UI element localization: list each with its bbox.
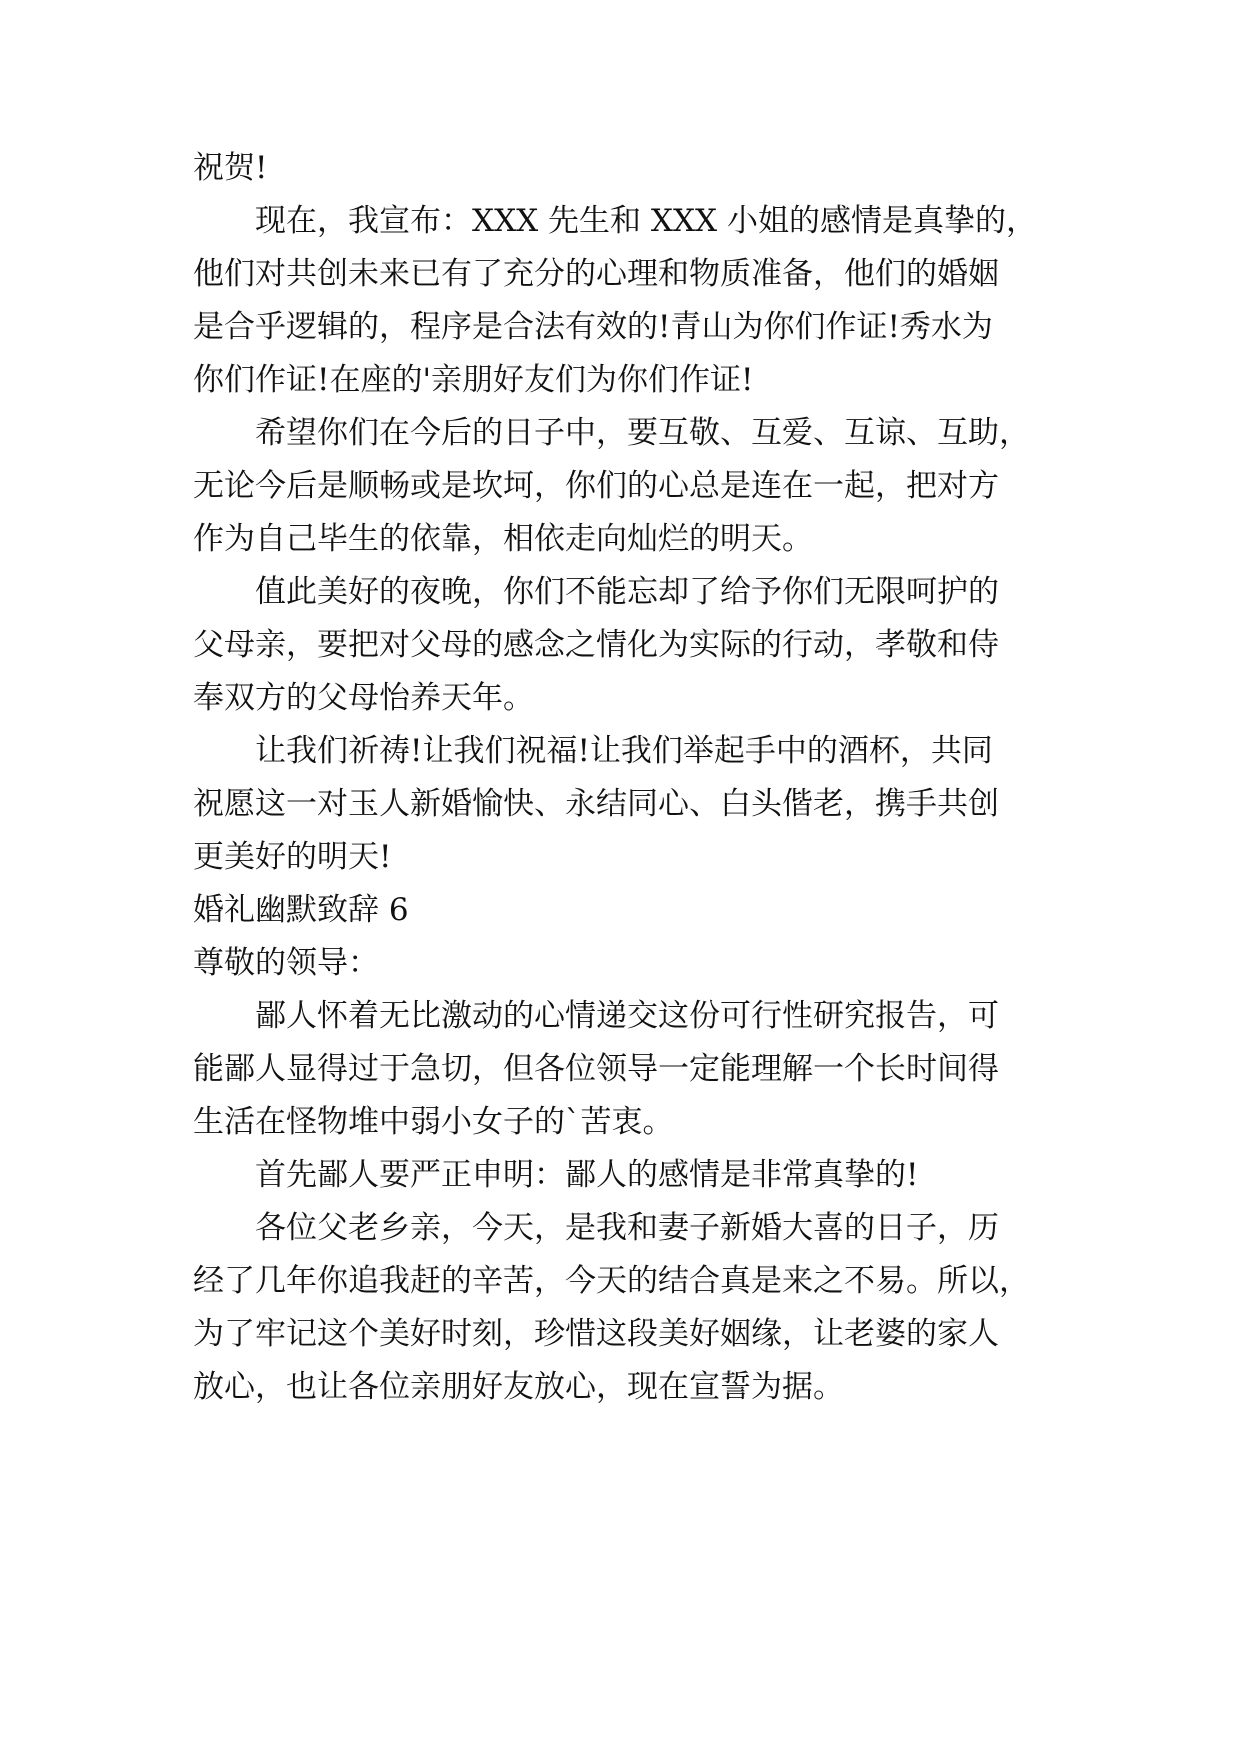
paragraph-line: 经了几年你追我赶的辛苦，今天的结合真是来之不易。所以，: [193, 1263, 1030, 1299]
paragraph-line: 无论今后是顺畅或是坎坷，你们的心总是连在一起，把对方: [193, 468, 999, 504]
paragraph-line: 他们对共创未来已有了充分的心理和物质准备，他们的婚姻: [193, 256, 999, 292]
paragraph-line: 希望你们在今后的日子中，要互敬、互爱、互谅、互助，: [255, 415, 1030, 451]
text-line: 祝贺!: [193, 150, 268, 186]
paragraph-line: 生活在怪物堆中弱小女子的`苦衷。: [193, 1104, 674, 1140]
paragraph-line: 为了牢记这个美好时刻，珍惜这段美好姻缘，让老婆的家人: [193, 1316, 999, 1352]
paragraph-line: 现在，我宣布：XXX 先生和 XXX 小姐的感情是真挚的，: [255, 203, 1037, 239]
paragraph-line: 奉双方的父母怡养天年。: [193, 680, 534, 716]
paragraph-line: 父母亲，要把对父母的感念之情化为实际的行动，孝敬和侍: [193, 627, 999, 663]
paragraph-line: 放心，也让各位亲朋好友放心，现在宣誓为据。: [193, 1369, 844, 1405]
paragraph-line: 让我们祈祷!让我们祝福!让我们举起手中的酒杯，共同: [255, 733, 993, 769]
paragraph-line: 你们作证!在座的'亲朋好友们为你们作证!: [193, 362, 754, 398]
paragraph-line: 更美好的明天!: [193, 839, 392, 875]
paragraph-line: 首先鄙人要严正申明：鄙人的感情是非常真挚的!: [255, 1157, 919, 1193]
section-heading: 婚礼幽默致辞 6: [193, 892, 409, 928]
paragraph-line: 各位父老乡亲，今天，是我和妻子新婚大喜的日子，历: [255, 1210, 999, 1246]
paragraph-line: 祝愿这一对玉人新婚愉快、永结同心、白头偕老，携手共创: [193, 786, 999, 822]
paragraph-line: 鄙人怀着无比激动的心情递交这份可行性研究报告，可: [255, 998, 999, 1034]
paragraph-line: 作为自己毕生的依靠，相依走向灿烂的明天。: [193, 521, 813, 557]
paragraph-line: 是合乎逻辑的，程序是合法有效的!青山为你们作证!秀水为: [193, 309, 993, 345]
paragraph-line: 能鄙人显得过于急切，但各位领导一定能理解一个长时间得: [193, 1051, 999, 1087]
paragraph-line: 值此美好的夜晚，你们不能忘却了给予你们无限呵护的: [255, 574, 999, 610]
salutation: 尊敬的领导：: [193, 945, 379, 981]
